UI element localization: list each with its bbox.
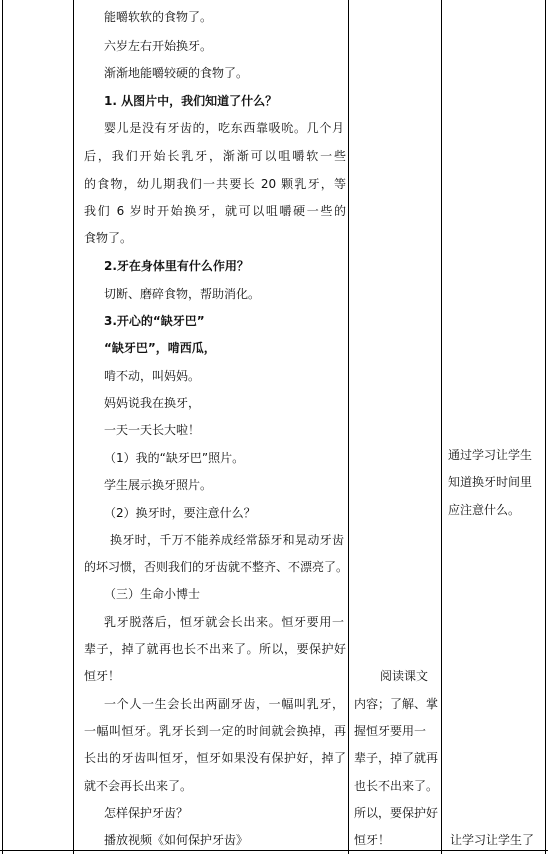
text-line: 六岁左右开始换牙。 <box>104 39 213 53</box>
text-line: 通过学习让学生 <box>448 448 533 462</box>
table-divider-1 <box>73 0 74 854</box>
table-divider-3 <box>441 0 442 854</box>
text-line: 恒牙！ <box>84 669 121 683</box>
text-line: 换牙时，千万不能养成经常舔牙和晃动牙齿 <box>110 533 344 547</box>
text-line: 阅读课文 <box>380 669 429 683</box>
text-line: 握恒牙要用一 <box>354 724 427 738</box>
text-line: 辈子，掉了就再 <box>354 751 439 765</box>
text-line: 怎样保护牙齿？ <box>104 806 189 820</box>
text-line: （1）我的“缺牙巴”照片。 <box>104 451 245 465</box>
text-line: 一个人一生会长出两副牙齿，一幅叫乳牙， <box>104 697 344 711</box>
question-heading: 2.牙在身体里有什么作用？ <box>104 259 249 273</box>
text-line: 学生展示换牙照片。 <box>104 478 213 492</box>
text-line: 恒牙！ <box>354 833 391 847</box>
text-line: 应注意什么。 <box>448 503 521 517</box>
text-line: 渐渐地能嚼较硬的食物了。 <box>104 66 249 80</box>
text-line: 就不会再长出来了。 <box>84 779 193 793</box>
text-line: 我们 6 岁时开始换牙，就可以咀嚼硬一些的 <box>84 204 346 218</box>
text-line: 食物了。 <box>84 231 133 245</box>
text-line: 乳牙脱落后，恒牙就会长出来。恒牙要用一 <box>104 615 344 629</box>
text-line: 的食物，幼儿期我们一共要长 20 颗乳牙，等 <box>84 177 346 191</box>
text-line: 播放视频《如何保护牙齿》 <box>104 833 249 847</box>
question-heading: 3.开心的“缺牙巴” <box>104 314 205 328</box>
text-line: 内容；了解、掌 <box>354 697 439 711</box>
table-border-right <box>545 0 546 854</box>
text-line: 知道换牙时间里 <box>448 475 533 489</box>
rhyme-line: “缺牙巴”，啃西瓜， <box>104 341 216 355</box>
text-line: 的坏习惯，否则我们的牙齿就不整齐、不漂亮了。 <box>84 560 349 574</box>
text-line: 后，我们开始长乳牙，渐渐可以咀嚼软一些 <box>84 149 346 163</box>
text-line: 让学习让学生了 <box>450 833 535 847</box>
text-line: 切断、磨碎食物，帮助消化。 <box>104 287 261 301</box>
rhyme-line: 一天一天长大啦！ <box>104 423 201 437</box>
text-line: 能嚼软软的食物了。 <box>104 10 213 24</box>
text-line: 婴儿是没有牙齿的，吃东西靠吸吮。几个月 <box>104 121 344 135</box>
text-line: 一幅叫恒牙。乳牙长到一定的时间就会换掉，再 <box>84 724 346 738</box>
text-line: 辈子，掉了就再也长不出来了。所以，要保护好 <box>84 642 346 656</box>
table-divider-2 <box>348 0 349 854</box>
rhyme-line: 妈妈说我在换牙， <box>104 396 201 410</box>
section-heading: （三）生命小博士 <box>104 587 201 601</box>
table-border-bottom <box>0 850 548 851</box>
text-line: 所以，要保护好 <box>354 806 439 820</box>
question-heading: 1. 从图片中，我们知道了什么？ <box>104 94 278 108</box>
rhyme-line: 啃不动，叫妈妈。 <box>104 369 201 383</box>
text-line: （2）换牙时，要注意什么？ <box>104 506 256 520</box>
table-border-left <box>2 0 3 854</box>
text-line: 也长不出来了。 <box>354 779 439 793</box>
text-line: 长出的牙齿叫恒牙，恒牙如果没有保护好，掉了 <box>84 751 346 765</box>
